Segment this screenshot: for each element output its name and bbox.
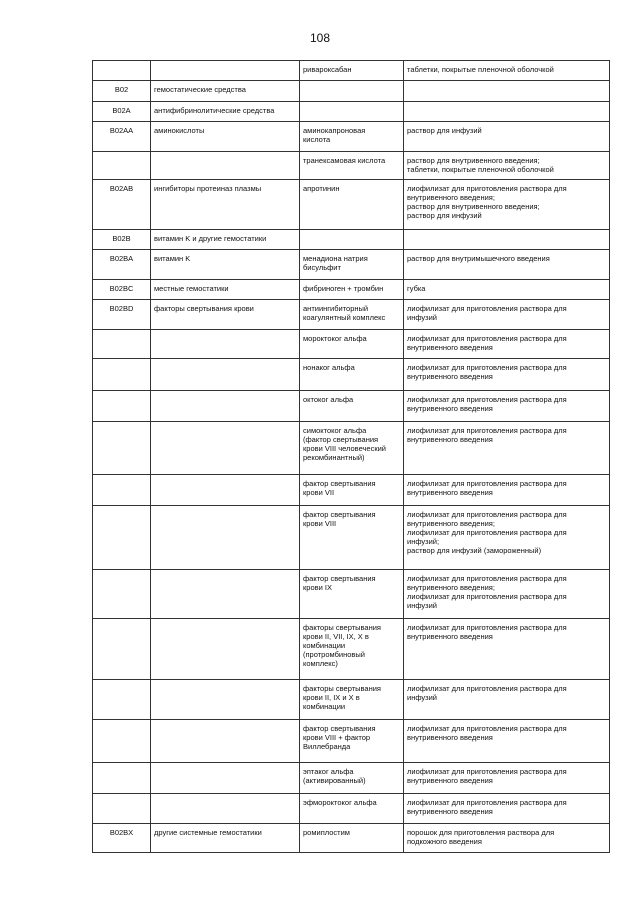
drug-name-cell: фактор свертывания крови VIII (300, 506, 404, 570)
group-name-cell (151, 763, 300, 794)
dosage-form-cell: лиофилизат для приготовления раствора для внутривенного введения; лиофилизат для приготовления раствора для инфузий (404, 570, 610, 619)
dosage-form-cell: лиофилизат для приготовления раствора для внутривенного введения (404, 763, 610, 794)
drug-name-cell: ромиплостим (300, 824, 404, 853)
atc-code-cell: B02BD (93, 300, 151, 330)
table-row (93, 619, 610, 680)
dosage-form-cell: раствор для внутримышечного введения (404, 250, 610, 280)
table-row (93, 720, 610, 763)
drug-classification-table (92, 60, 610, 853)
drug-name-cell: менадиона натрия бисульфит (300, 250, 404, 280)
atc-code-cell: B02BX (93, 824, 151, 853)
table-row (93, 122, 610, 152)
dosage-form-cell: лиофилизат для приготовления раствора для внутривенного введения (404, 794, 610, 824)
drug-name-cell: ривароксабан (300, 61, 404, 81)
atc-code-cell: B02AA (93, 122, 151, 152)
atc-code-cell: B02BA (93, 250, 151, 280)
group-name-cell (151, 330, 300, 359)
page-number: 108 (309, 31, 331, 45)
dosage-form-cell: лиофилизат для приготовления раствора для инфузий (404, 680, 610, 720)
group-name-cell (151, 422, 300, 475)
table-row (93, 250, 610, 280)
atc-code-cell: B02B (93, 230, 151, 250)
dosage-form-cell: лиофилизат для приготовления раствора для внутривенного введения (404, 391, 610, 422)
table-row (93, 359, 610, 391)
table-body (93, 61, 610, 853)
group-name-cell: аминокислоты (151, 122, 300, 152)
table-row (93, 391, 610, 422)
atc-code-cell (93, 506, 151, 570)
drug-name-cell: апротинин (300, 180, 404, 230)
atc-code-cell (93, 720, 151, 763)
dosage-form-cell: порошок для приготовления раствора для подкожного введения (404, 824, 610, 853)
table-row (93, 180, 610, 230)
dosage-form-cell: лиофилизат для приготовления раствора для внутривенного введения (404, 475, 610, 506)
atc-code-cell (93, 422, 151, 475)
group-name-cell: витамин K (151, 250, 300, 280)
atc-code-cell (93, 61, 151, 81)
drug-name-cell: антиингибиторный коагулянтный комплекс (300, 300, 404, 330)
table-row (93, 506, 610, 570)
atc-code-cell (93, 619, 151, 680)
group-name-cell (151, 619, 300, 680)
dosage-form-cell: лиофилизат для приготовления раствора для внутривенного введения; раствор для внутривенного введения; раствор для инфузий (404, 180, 610, 230)
table-row (93, 330, 610, 359)
group-name-cell (151, 61, 300, 81)
atc-code-cell: B02 (93, 81, 151, 102)
group-name-cell (151, 680, 300, 720)
dosage-form-cell: лиофилизат для приготовления раствора для внутривенного введения (404, 422, 610, 475)
dosage-form-cell: лиофилизат для приготовления раствора для внутривенного введения (404, 720, 610, 763)
atc-code-cell: B02A (93, 102, 151, 122)
atc-code-cell (93, 359, 151, 391)
drug-name-cell: фибриноген + тромбин (300, 280, 404, 300)
drug-name-cell (300, 102, 404, 122)
drug-name-cell: транексамовая кислота (300, 152, 404, 180)
group-name-cell: гемостатические средства (151, 81, 300, 102)
atc-code-cell (93, 330, 151, 359)
drug-name-cell: аминокапроновая кислота (300, 122, 404, 152)
atc-code-cell (93, 763, 151, 794)
dosage-form-cell: таблетки, покрытые пленочной оболочкой (404, 61, 610, 81)
group-name-cell (151, 359, 300, 391)
table-row (93, 152, 610, 180)
atc-code-cell: B02BC (93, 280, 151, 300)
dosage-form-cell: лиофилизат для приготовления раствора для внутривенного введения; лиофилизат для приготовления раствора для инфузий; раствор для инфузий (замороженный) (404, 506, 610, 570)
atc-code-cell (93, 680, 151, 720)
dosage-form-cell (404, 230, 610, 250)
drug-name-cell (300, 81, 404, 102)
drug-name-cell: факторы свертывания крови II, VII, IX, X в комбинации (протромбиновый комплекс) (300, 619, 404, 680)
group-name-cell (151, 475, 300, 506)
group-name-cell: ингибиторы протеиназ плазмы (151, 180, 300, 230)
dosage-form-cell: лиофилизат для приготовления раствора для внутривенного введения (404, 359, 610, 391)
drug-name-cell: мороктоког альфа (300, 330, 404, 359)
table-row (93, 61, 610, 81)
table-row (93, 280, 610, 300)
group-name-cell (151, 152, 300, 180)
atc-code-cell: B02AB (93, 180, 151, 230)
group-name-cell: другие системные гемостатики (151, 824, 300, 853)
group-name-cell (151, 391, 300, 422)
group-name-cell (151, 506, 300, 570)
dosage-form-cell: раствор для инфузий (404, 122, 610, 152)
drug-name-cell: октоког альфа (300, 391, 404, 422)
table-row (93, 570, 610, 619)
atc-code-cell (93, 391, 151, 422)
table-row (93, 794, 610, 824)
table-row (93, 422, 610, 475)
dosage-form-cell (404, 102, 610, 122)
group-name-cell (151, 794, 300, 824)
dosage-form-cell: лиофилизат для приготовления раствора для внутривенного введения (404, 619, 610, 680)
table-row (93, 763, 610, 794)
atc-code-cell (93, 152, 151, 180)
dosage-form-cell: лиофилизат для приготовления раствора для внутривенного введения (404, 330, 610, 359)
atc-code-cell (93, 794, 151, 824)
group-name-cell (151, 570, 300, 619)
group-name-cell: местные гемостатики (151, 280, 300, 300)
drug-name-cell: нонаког альфа (300, 359, 404, 391)
dosage-form-cell: раствор для внутривенного введения; таблетки, покрытые пленочной оболочкой (404, 152, 610, 180)
atc-code-cell (93, 475, 151, 506)
table-row (93, 680, 610, 720)
table-row (93, 824, 610, 853)
group-name-cell (151, 720, 300, 763)
drug-name-cell: симоктоког альфа (фактор свертывания крови VIII человеческий рекомбинантный) (300, 422, 404, 475)
drug-name-cell: фактор свертывания крови VII (300, 475, 404, 506)
table-row (93, 102, 610, 122)
group-name-cell: антифибринолитические средства (151, 102, 300, 122)
table-row (93, 230, 610, 250)
group-name-cell: факторы свертывания крови (151, 300, 300, 330)
table-row (93, 81, 610, 102)
atc-code-cell (93, 570, 151, 619)
dosage-form-cell (404, 81, 610, 102)
table-row (93, 300, 610, 330)
group-name-cell: витамин K и другие гемостатики (151, 230, 300, 250)
table-row (93, 475, 610, 506)
dosage-form-cell: губка (404, 280, 610, 300)
drug-name-cell (300, 230, 404, 250)
drug-name-cell: факторы свертывания крови II, IX и X в комбинации (300, 680, 404, 720)
dosage-form-cell: лиофилизат для приготовления раствора для инфузий (404, 300, 610, 330)
drug-name-cell: эптаког альфа (активированный) (300, 763, 404, 794)
drug-name-cell: фактор свертывания крови IX (300, 570, 404, 619)
drug-name-cell: эфмороктоког альфа (300, 794, 404, 824)
drug-name-cell: фактор свертывания крови VIII + фактор Виллебранда (300, 720, 404, 763)
